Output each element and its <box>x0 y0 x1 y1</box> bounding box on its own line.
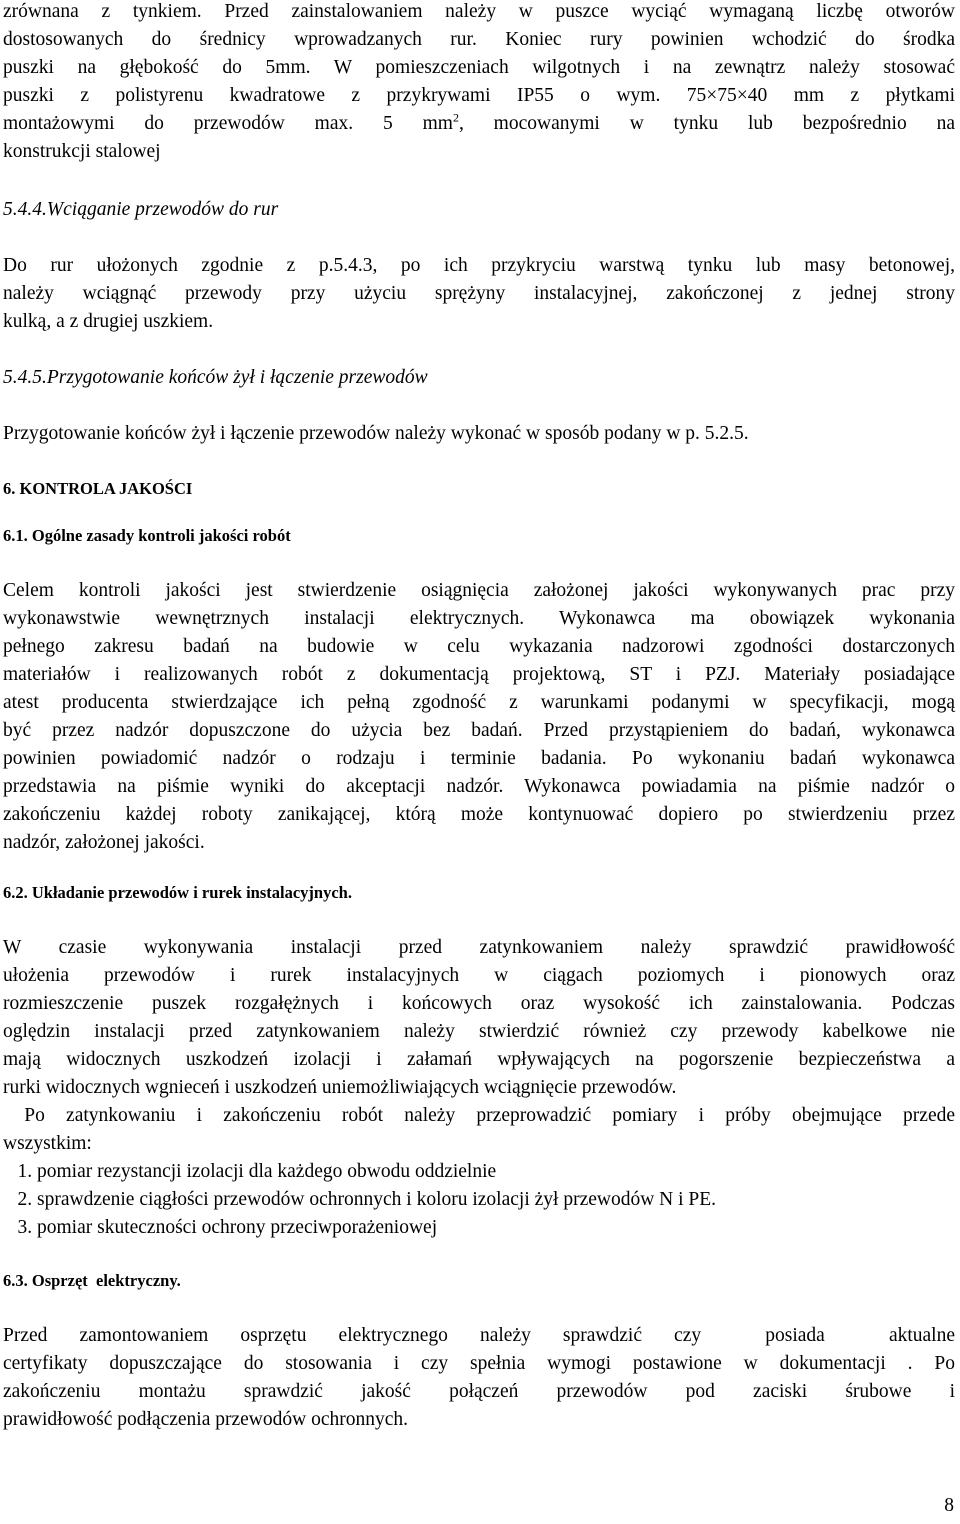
chapter-heading-6: 6. KONTROLA JAKOŚCI <box>3 479 193 498</box>
text-line: pełnego zakresu badań na budowie w celu wykazania nadzorowi zgodności dostarczonych <box>3 636 955 657</box>
text-line: Po zatynkowaniu i zakończeniu robót należy przeprowadzić pomiary i próby obejmujące przede <box>3 1105 955 1126</box>
text-line: W czasie wykonywania instalacji przed zatynkowaniem należy sprawdzić prawidłowość <box>3 937 955 958</box>
text-line: Do rur ułożonych zgodnie z p.5.4.3, po ich przykryciu warstwą tynku lub masy betonowej, <box>3 255 955 276</box>
text-line: konstrukcji stalowej <box>3 141 161 162</box>
text-line: zrównana z tynkiem. Przed zainstalowaniem należy w puszce wyciąć wymaganą liczbę otworów <box>3 1 955 22</box>
text-line: prawidłowość podłączenia przewodów ochronnych. <box>3 1409 409 1430</box>
text-line: zakończeniu montażu sprawdzić jakość połączeń przewodów pod zaciski śrubowe i <box>3 1381 955 1402</box>
text-line: oględzin instalacji przed zatynkowaniem należy stwierdzić również czy przewody kabelkowe nie <box>3 1021 955 1042</box>
text-line: rozmieszczenie puszek rozgałężnych i końcowych oraz wysokość ich zainstalowania. Podczas <box>3 993 955 1014</box>
section-5-4-5-body: Przygotowanie końców żył i łączenie przewodów należy wykonać w sposób podany w p. 5.2.5. <box>3 423 749 444</box>
text-line: Celem kontroli jakości jest stwierdzenie osiągnięcia założonej jakości wykonywanych prac przy <box>3 580 955 601</box>
section-heading-5-4-5: 5.4.5.Przygotowanie końców żył i łączenie przewodów <box>3 367 428 388</box>
section-heading-5-4-4: 5.4.4.Wciąganie przewodów do rur <box>3 199 279 220</box>
text-line <box>3 110 955 138</box>
section-heading-6-2: 6.2. Układanie przewodów i rurek instalacyjnych. <box>3 883 352 902</box>
section-6-3-body <box>3 1322 955 1434</box>
text-fragment: montażowymi do przewodów max. 5 mm <box>3 113 453 134</box>
text-line: materiałów i realizowanych robót z dokumentacją projektową, ST i PZJ. Materiały posiadające <box>3 664 955 685</box>
text-line: ułożenia przewodów i rurek instalacyjnych w ciągach poziomych i pionowych oraz <box>3 965 955 986</box>
text-line: dostosowanych do średnicy wprowadzanych rur. Koniec rury powinien wchodzić do środka <box>3 29 955 50</box>
text-line: puszki na głębokość do 5mm. W pomieszczeniach wilgotnych i na zewnątrz należy stosować <box>3 57 955 78</box>
text-line: powinien powiadomić nadzór o rodzaju i terminie badania. Po wykonaniu badań wykonawca <box>3 748 955 769</box>
text-line: należy wciągnąć przewody przy użyciu sprężyny instalacyjnej, zakończonej z jednej strony <box>3 283 955 304</box>
text-line: wykonawstwie wewnętrznych instalacji elektrycznych. Wykonawca ma obowiązek wykonania <box>3 608 955 629</box>
section-5-4-4-body <box>3 252 955 336</box>
list-item: 3. pomiar skuteczności ochrony przeciwporażeniowej <box>37 1214 955 1242</box>
text-line: Przed zamontowaniem osprzętu elektrycznego należy sprawdzić czy posiada aktualne <box>3 1325 955 1346</box>
text-line: wszystkim: <box>3 1133 92 1154</box>
text-line: rurki widocznych wgnieceń i uszkodzeń uniemożliwiających wciągnięcie przewodów. <box>3 1077 677 1098</box>
text-line: kulką, a z drugiej uszkiem. <box>3 311 214 332</box>
text-line: certyfikaty dopuszczające do stosowania i czy spełnia wymogi postawione w dokumentacji . Po <box>3 1353 955 1374</box>
intro-paragraph <box>3 0 955 166</box>
text-line: być przez nadzór dopuszczone do użycia bez badań. Przed przystąpieniem do badań, wykonawca <box>3 720 955 741</box>
measurement-list <box>3 1158 955 1242</box>
text-line: zakończeniu każdej roboty zanikającej, którą może kontynuować dopiero po stwierdzeniu przez <box>3 804 955 825</box>
section-6-1-body <box>3 577 955 857</box>
text-line: puszki z polistyrenu kwadratowe z przykrywami IP55 o wym. 75×75×40 mm z płytkami <box>3 85 955 106</box>
page-number: 8 <box>944 1495 954 1516</box>
text-line: mają widocznych uszkodzeń izolacji i załamań wpływających na pogorszenie bezpieczeństwa a <box>3 1049 955 1070</box>
text-line: przedstawia na piśmie wyniki do akceptacji nadzór. Wykonawca powiadamia na piśmie nadzór o <box>3 776 955 797</box>
section-heading-6-3: 6.3. Osprzęt elektryczny. <box>3 1271 181 1290</box>
section-6-2-body <box>3 934 955 1242</box>
text-fragment: , mocowanymi w tynku lub bezpośrednio na <box>458 113 955 134</box>
superscript: 2 <box>452 110 459 125</box>
list-item: 2. sprawdzenie ciągłości przewodów ochronnych i koloru izolacji żył przewodów N i PE. <box>37 1186 955 1214</box>
text-line: atest producenta stwierdzające ich pełną zgodność z warunkami podanymi w specyfikacji, mogą <box>3 692 955 713</box>
text-line: nadzór, założonej jakości. <box>3 832 205 853</box>
list-item: 1. pomiar rezystancji izolacji dla każdego obwodu oddzielnie <box>37 1158 955 1186</box>
section-heading-6-1: 6.1. Ogólne zasady kontroli jakości robót <box>3 526 291 545</box>
